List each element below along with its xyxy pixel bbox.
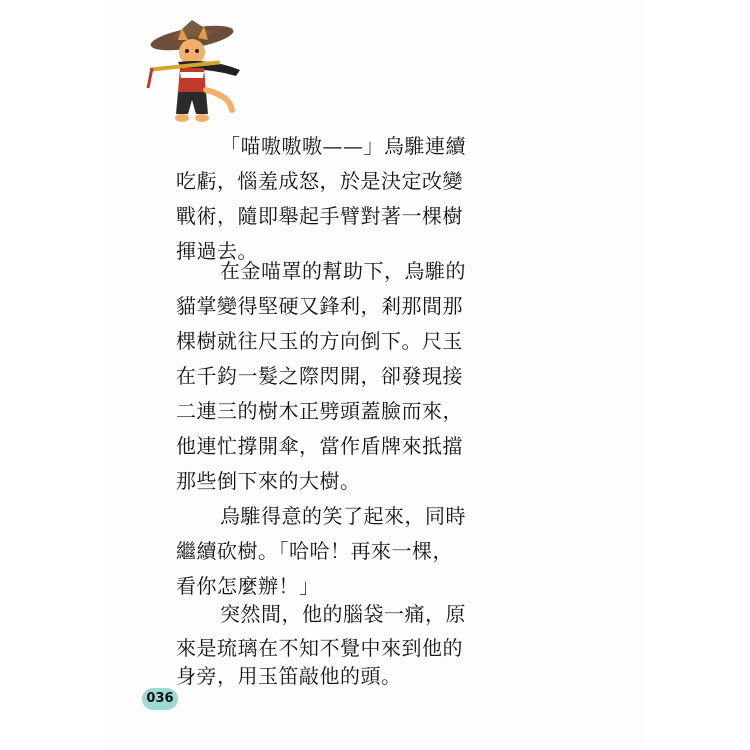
text-line: 身旁，用玉笛敲他的頭。	[176, 664, 402, 688]
text-line: 來是琉璃在不知不覺中來到他的	[176, 636, 463, 660]
text-line: 在千鈞一髮之際閃開，卻發現接	[176, 364, 463, 388]
text-line: 在金喵罩的幫助下，烏騅的	[220, 259, 466, 283]
text-line: 戰術，隨即舉起手臂對著一棵樹	[176, 204, 463, 228]
text-line: 繼續砍樹。「哈哈！再來一棵，	[176, 539, 453, 563]
text-line: 吃虧，惱羞成怒，於是決定改變	[176, 169, 463, 193]
text-line: 棵樹就往尺玉的方向倒下。尺玉	[176, 329, 463, 353]
text-line: 貓掌變得堅硬又鋒利，剎那間那	[176, 294, 463, 318]
text-line: 那些倒下來的大樹。	[176, 469, 361, 493]
text-line: 「喵嗷嗷嗷——」烏騅連續	[220, 134, 466, 158]
text-line: 揮過去。	[176, 239, 258, 263]
text-line: 他連忙撐開傘，當作盾牌來抵擋	[176, 434, 463, 458]
text-line: 烏騅得意的笑了起來，同時	[220, 504, 466, 528]
page-number: 036	[146, 691, 174, 706]
text-line: 二連三的樹木正劈頭蓋臉而來，	[176, 399, 463, 423]
text-line: 突然間，他的腦袋一痛，原	[220, 602, 466, 626]
text-line: 看你怎麼辦！」	[176, 574, 320, 598]
